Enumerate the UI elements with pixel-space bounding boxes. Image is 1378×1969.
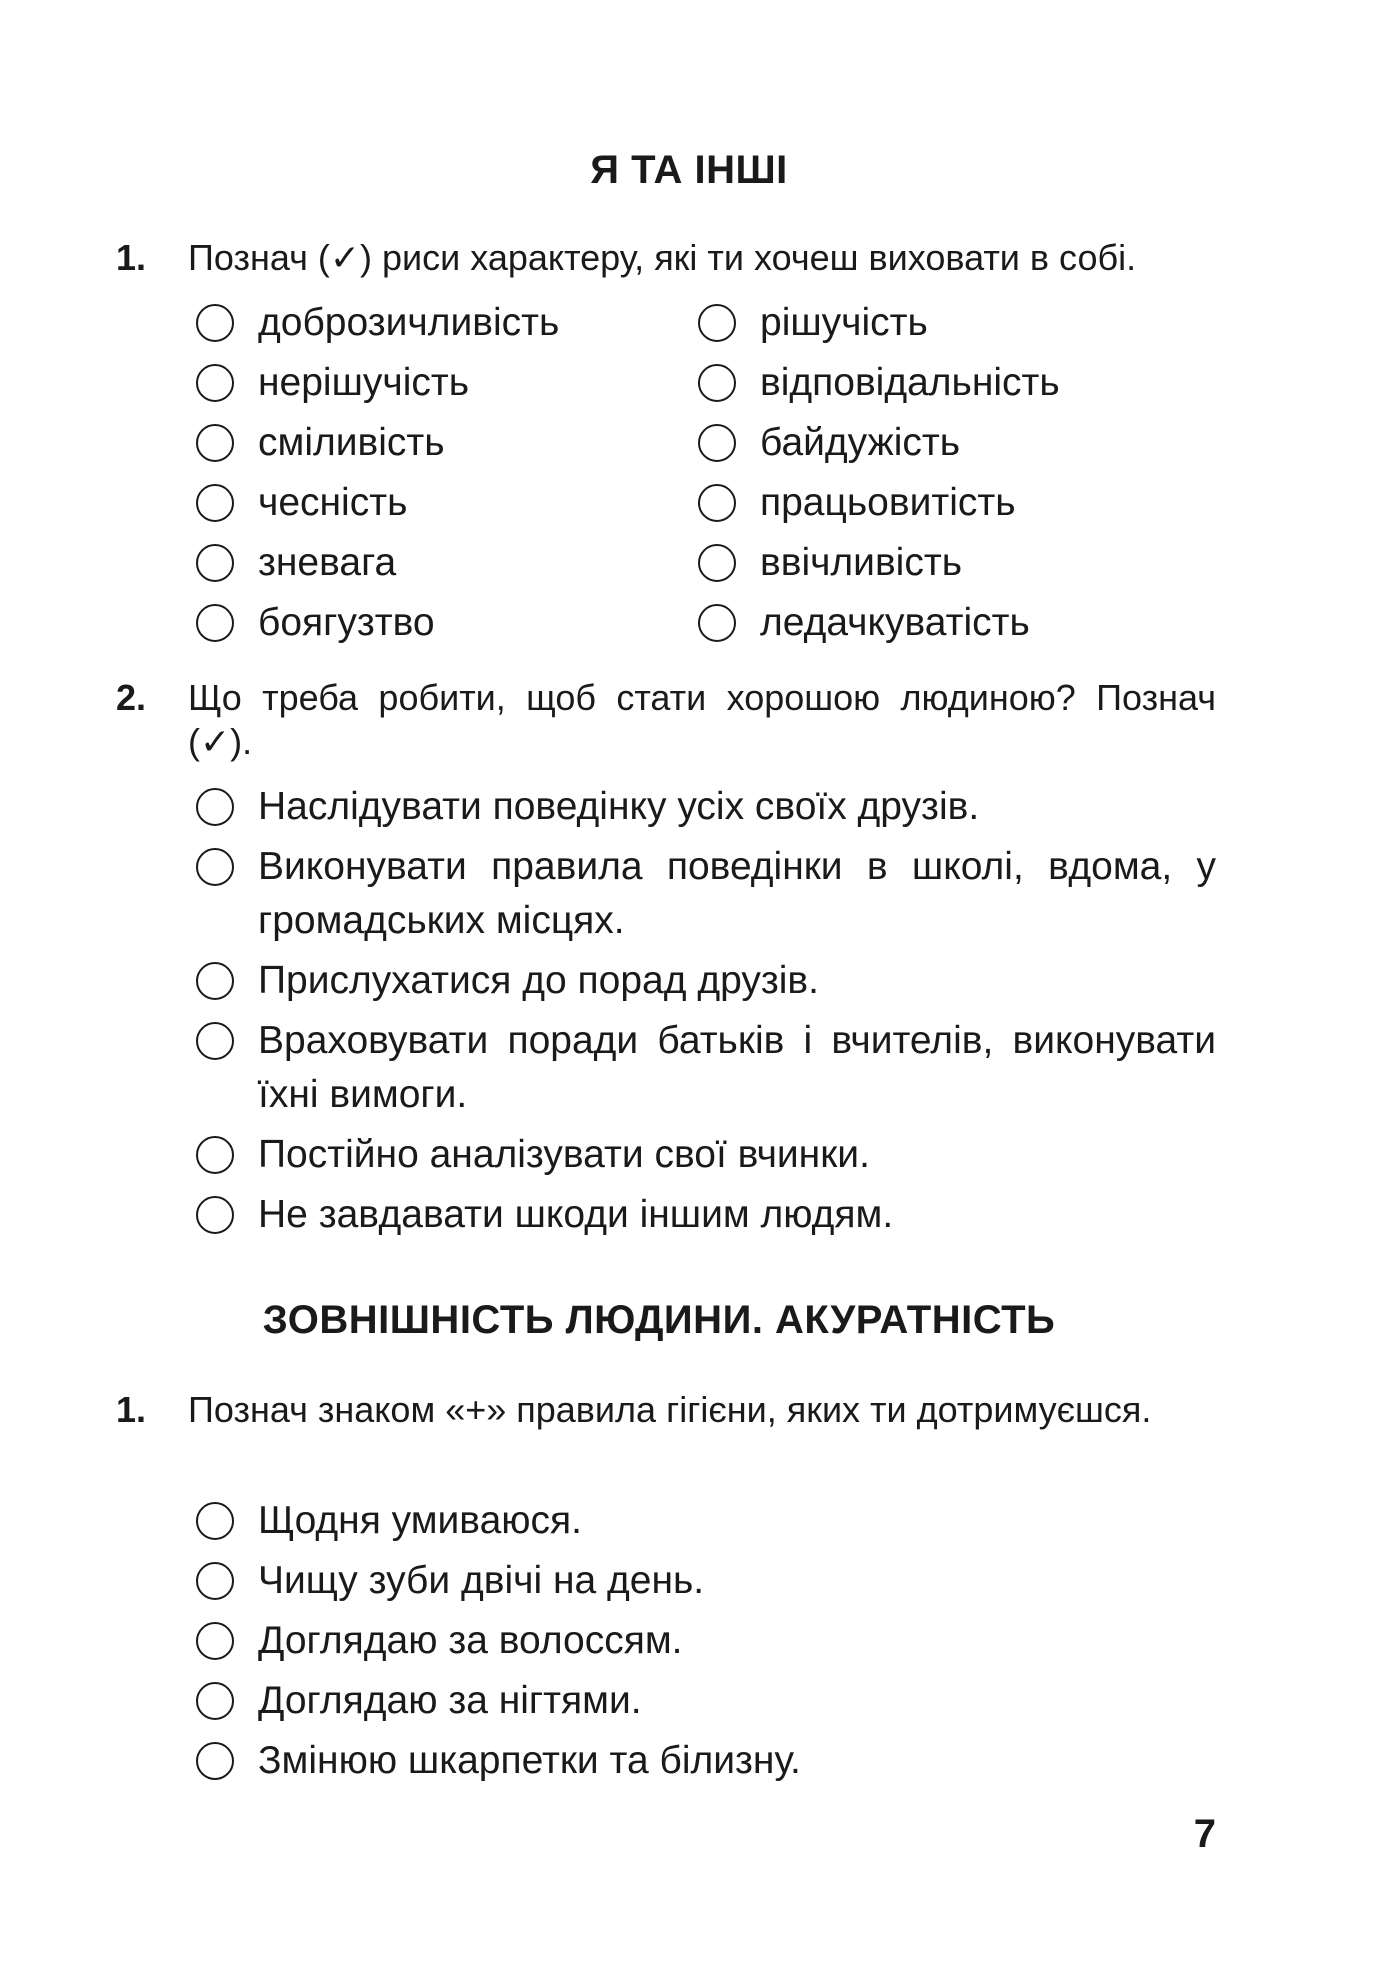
option-item[interactable]	[196, 1734, 1216, 1788]
option-circle-icon[interactable]	[196, 544, 234, 582]
option-label: Постійно аналізувати свої вчинки.	[258, 1133, 870, 1176]
task-number: 1.	[116, 237, 147, 278]
option-item[interactable]	[196, 296, 559, 356]
option-label: ввічливість	[760, 541, 963, 584]
task-number: 1.	[116, 1389, 147, 1430]
option-circle-icon[interactable]	[698, 544, 736, 582]
option-circle-icon[interactable]	[196, 1022, 234, 1060]
option-item[interactable]	[698, 356, 1060, 416]
option-label: боягузтво	[258, 601, 435, 644]
option-item[interactable]	[196, 1674, 1216, 1728]
task-text: Познач знаком «+» правила гігієни, яких ти дотримуєшся.	[188, 1389, 1152, 1430]
option-circle-icon[interactable]	[196, 424, 234, 462]
option-item[interactable]	[196, 1014, 1216, 1122]
option-item[interactable]	[196, 536, 559, 596]
option-label: Чищу зуби двічі на день.	[258, 1559, 705, 1602]
option-circle-icon[interactable]	[698, 424, 736, 462]
option-item[interactable]	[698, 596, 1060, 656]
good-person-options	[196, 780, 1216, 1242]
option-label: відповідальність	[760, 361, 1060, 404]
option-circle-icon[interactable]	[698, 364, 736, 402]
option-item[interactable]	[698, 296, 1060, 356]
option-circle-icon[interactable]	[196, 364, 234, 402]
option-circle-icon[interactable]	[196, 1136, 234, 1174]
option-item[interactable]	[196, 356, 559, 416]
option-circle-icon[interactable]	[698, 604, 736, 642]
option-circle-icon[interactable]	[196, 788, 234, 826]
option-item[interactable]	[196, 1554, 1216, 1608]
option-circle-icon[interactable]	[196, 1562, 234, 1600]
option-item[interactable]	[196, 1188, 1216, 1242]
option-label: працьовитість	[760, 481, 1016, 524]
option-circle-icon[interactable]	[196, 304, 234, 342]
option-item[interactable]	[196, 1494, 1216, 1548]
character-traits-options	[196, 296, 1216, 656]
option-item[interactable]	[698, 536, 1060, 596]
option-circle-icon[interactable]	[196, 1622, 234, 1660]
option-label: байдужість	[760, 421, 961, 464]
task-text: Познач (✓) риси характеру, які ти хочеш виховати в собі.	[188, 237, 1137, 278]
option-item[interactable]	[196, 780, 1216, 834]
option-circle-icon[interactable]	[698, 304, 736, 342]
option-item[interactable]	[196, 416, 559, 476]
option-circle-icon[interactable]	[196, 1742, 234, 1780]
option-item[interactable]	[196, 476, 559, 536]
option-label: Змінюю шкарпетки та білизну.	[258, 1739, 801, 1782]
option-label: чесність	[258, 481, 408, 524]
option-label: сміливість	[258, 421, 445, 464]
option-circle-icon[interactable]	[196, 1682, 234, 1720]
option-item[interactable]	[698, 476, 1060, 536]
option-circle-icon[interactable]	[196, 484, 234, 522]
section-title-ya-ta-inshi: Я ТА ІНШІ	[590, 148, 788, 192]
section-title-appearance: ЗОВНІШНІСТЬ ЛЮДИНИ. АКУРАТНІСТЬ	[262, 1298, 1056, 1342]
option-label: ледачкуватість	[760, 601, 1030, 644]
traits-right-column	[698, 296, 1060, 656]
option-circle-icon[interactable]	[196, 1196, 234, 1234]
hygiene-options	[196, 1494, 1216, 1788]
option-item[interactable]	[196, 596, 559, 656]
hygiene-task-prompt	[116, 1388, 1216, 1478]
option-item[interactable]	[196, 1128, 1216, 1182]
option-label: рішучість	[760, 301, 928, 344]
option-item[interactable]	[196, 1614, 1216, 1668]
option-item[interactable]	[196, 840, 1216, 948]
option-label: Виконувати правила поведінки в школі, вдома, у громадських місцях.	[258, 845, 1216, 942]
option-label: нерішучість	[258, 361, 470, 404]
option-label: Не завдавати шкоди іншим людям.	[258, 1193, 894, 1236]
option-label: Враховувати поради батьків і вчителів, виконувати їхні вимоги.	[258, 1019, 1216, 1116]
option-label: Прислухатися до порад друзів.	[258, 959, 819, 1002]
option-label: Щодня умиваюся.	[258, 1499, 582, 1542]
option-label: Доглядаю за волоссям.	[258, 1619, 683, 1662]
option-item[interactable]	[698, 416, 1060, 476]
task-1-prompt	[116, 236, 1216, 284]
option-circle-icon[interactable]	[196, 1502, 234, 1540]
option-circle-icon[interactable]	[196, 604, 234, 642]
task-number: 2.	[116, 677, 147, 718]
task-text: Що треба робити, щоб стати хорошою людиною? Познач (✓).	[188, 677, 1216, 762]
option-circle-icon[interactable]	[196, 962, 234, 1000]
option-label: Наслідувати поведінку усіх своїх друзів.	[258, 785, 980, 828]
option-circle-icon[interactable]	[196, 848, 234, 886]
option-label: зневага	[258, 541, 397, 584]
page-number: 7	[1193, 1812, 1216, 1856]
option-circle-icon[interactable]	[698, 484, 736, 522]
option-label: Доглядаю за нігтями.	[258, 1679, 642, 1722]
traits-left-column	[196, 296, 559, 656]
option-item[interactable]	[196, 954, 1216, 1008]
task-2-prompt	[116, 676, 1216, 766]
option-label: доброзичливість	[258, 301, 560, 344]
